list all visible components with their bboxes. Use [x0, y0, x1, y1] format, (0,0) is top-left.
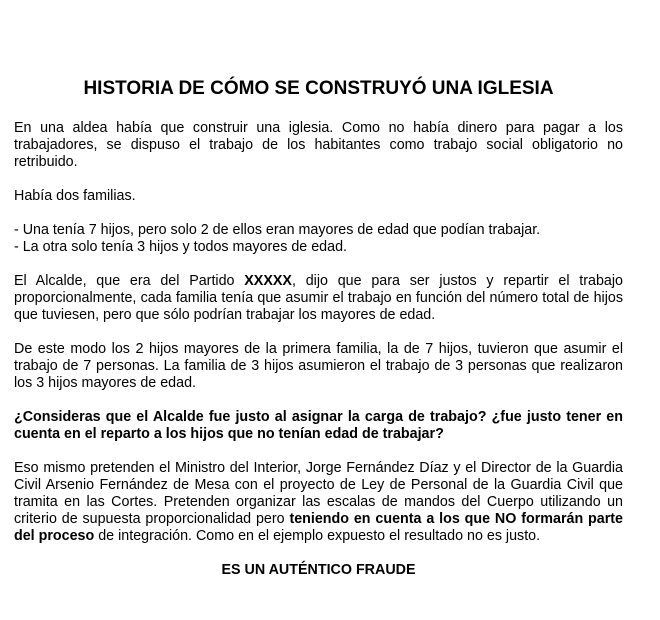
paragraph-families: Había dos familias.: [14, 188, 136, 204]
party-name-bold: XXXXX: [244, 273, 292, 289]
list-item: - La otra solo tenía 3 hijos y todos mayores de edad.: [14, 239, 347, 255]
paragraph-ministry-text-start: Eso mismo pretenden el Ministro del Interior, Jorge Fernández Díaz y el Director de la Guardia Civil Arsenio Fernández de Mesa con el proyecto de Ley de Personal de la Guardia Civil que tramita en las Cortes. Pretenden organizar las escalas de mandos del Cuerpo utilizando un criterio de supuesta proporcionalidad pero: [14, 460, 623, 527]
closing-statement: ES UN AUTÉNTICO FRAUDE: [221, 562, 416, 578]
paragraph-mayor: [14, 273, 623, 324]
family-list: [14, 222, 623, 256]
paragraph-ministry: [14, 460, 623, 545]
paragraph-mayor-text-start: El Alcalde, que era del Partido: [14, 273, 245, 289]
page-title: HISTORIA DE CÓMO SE CONSTRUYÓ UNA IGLESIA: [83, 78, 554, 99]
list-item: - Una tenía 7 hijos, pero solo 2 de ellos eran mayores de edad que podían trabajar.: [14, 222, 541, 238]
paragraph-result: De este modo los 2 hijos mayores de la primera familia, la de 7 hijos, tuvieron que asumir el trabajo de 7 personas. La familia de 3 hijos asumieron el trabajo de 3 personas que realizaron los 3 hijos mayores de edad.: [14, 341, 623, 391]
paragraph-mayor-text-end: , dijo que para ser justos y repartir el trabajo proporcionalmente, cada familia tenía que asumir el trabajo en función del número total de hijos que tuviesen, pero que sólo podrían trabajar los mayores de edad.: [14, 273, 623, 323]
paragraph-question: ¿Consideras que el Alcalde fue justo al asignar la carga de trabajo? ¿fue justo tener en cuenta en el reparto a los hijos que no tenían edad de trabajar?: [14, 409, 623, 442]
document-body: [14, 78, 623, 579]
paragraph-intro: En una aldea había que construir una iglesia. Como no había dinero para pagar a los trabajadores, se dispuso el trabajo de los habitantes como trabajo social obligatorio no retribuido.: [14, 120, 623, 170]
highlight-bold: teniendo en cuenta a los que NO formarán parte del proceso: [14, 511, 624, 544]
paragraph-ministry-text-end: de integración. Como en el ejemplo expuesto el resultado no es justo.: [94, 528, 541, 544]
